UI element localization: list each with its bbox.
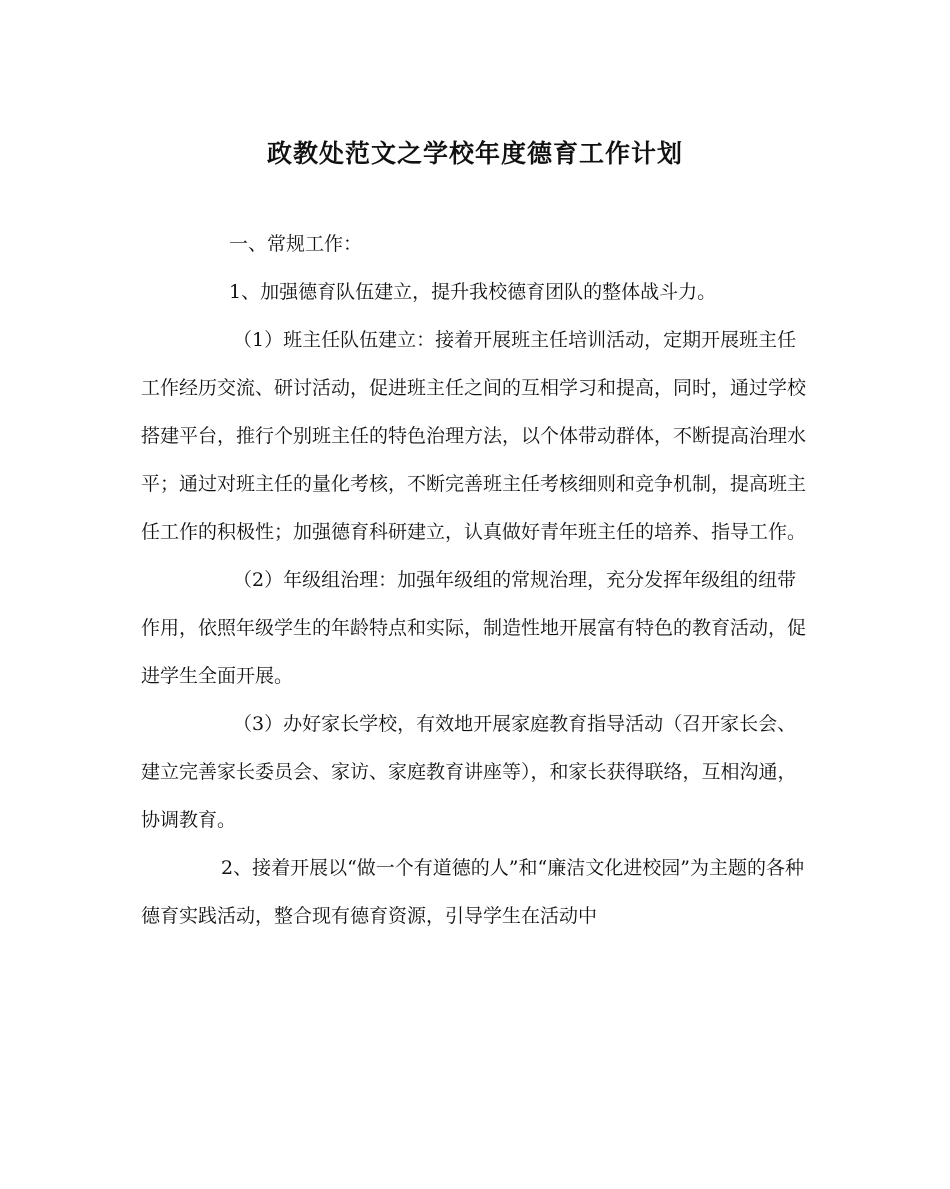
document-title: 政教处范文之学校年度德育工作计划: [266, 139, 683, 168]
paragraph: （1）班主任队伍建立：接着开展班主任培训活动，定期开展班主任工作经历交流、研讨活动，促进班主任之间的互相学习和提高，同时，通过学校搭建平台，推行个别班主任的特色治理方法，以个体带动群体，不断提高治理水平；通过对班主任的量化考核，不断完善班主任考核细则和竞争机制，提高班主任工作的积极性；加强德育科研建立，认真做好青年班主任的培养、指导工作。: [141, 329, 807, 543]
section-heading: 一、常规工作：: [229, 233, 363, 255]
paragraph: 1、加强德育队伍建立，提升我校德育团队的整体战斗力。: [229, 281, 717, 303]
paragraph: 2、接着开展以“做一个有道德的人”和“廉洁文化进校园”为主题的各种德育实践活动，整合现有德育资源，引导学生在活动中: [141, 857, 804, 927]
document-body: [141, 220, 811, 940]
paragraph: （2）年级组治理：加强年级组的常规治理，充分发挥年级组的纽带作用，依照年级学生的年龄特点和实际，制造性地开展富有特色的教育活动，促进学生全面开展。: [141, 569, 807, 687]
paragraph: （3）办好家长学校，有效地开展家庭教育指导活动（召开家长会、建立完善家长委员会、家访、家庭教育讲座等），和家长获得联络，互相沟通，协调教育。: [141, 713, 797, 831]
